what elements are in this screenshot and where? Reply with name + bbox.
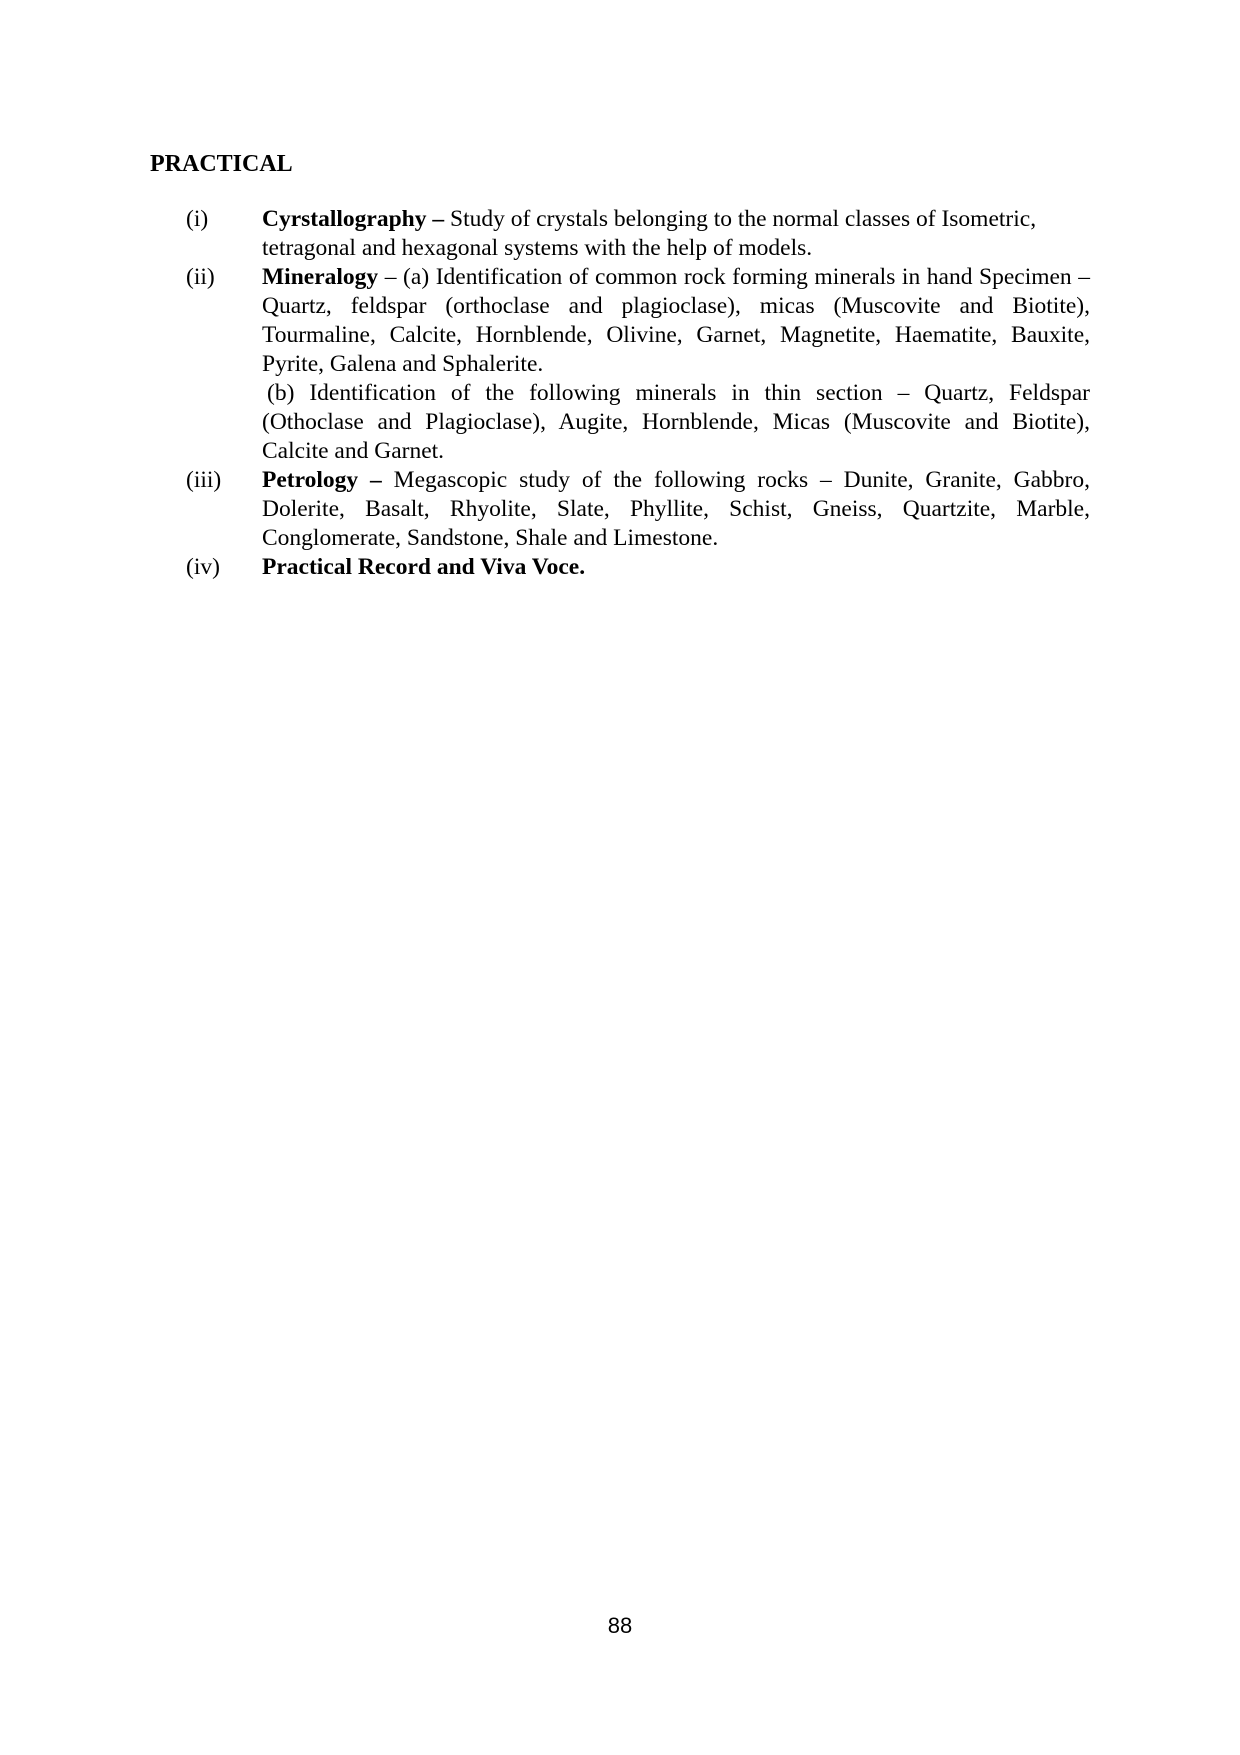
item-body (262, 466, 1090, 553)
list-item-mineralogy (186, 263, 1090, 466)
section-heading: PRACTICAL (150, 151, 293, 177)
item-number: (iv) (186, 554, 220, 580)
item-body (262, 553, 1090, 582)
practical-list (186, 205, 1090, 582)
list-item-crystallography (186, 205, 1090, 263)
item-body (262, 205, 1090, 263)
item-body (262, 263, 1090, 466)
item-number: (i) (186, 206, 209, 232)
page-number: 88 (607, 1613, 633, 1638)
item-term: Petrology – (262, 467, 382, 493)
item-number: (ii) (186, 264, 215, 290)
item-term: Practical Record and Viva Voce. (262, 554, 586, 580)
list-item-practical-record (186, 553, 1090, 582)
item-subtext: (b) Identification of the following minerals in thin section – Quartz, Feldspar (Othoclase and Plagioclase), Augite, Hornblende, Micas (Muscovite and Biotite), Calcite and Garnet. (262, 380, 1090, 464)
item-term: Mineralogy (262, 264, 379, 290)
item-text: Megascopic study of the following rocks – Dunite, Granite, Gabbro, Dolerite, Basalt, Rhyolite, Slate, Phyllite, Schist, Gneiss, Quartzite, Marble, Conglomerate, Sandstone, Shale and Limestone. (262, 467, 1090, 551)
item-term: Cyrstallography – (262, 206, 445, 232)
list-item-petrology (186, 466, 1090, 553)
item-number: (iii) (186, 467, 222, 493)
item-text: Study of crystals belonging to the normal classes of Isometric, tetragonal and hexagonal systems with the help of models. (262, 206, 1037, 261)
item-text: – (a) Identification of common rock forming minerals in hand Specimen – Quartz, feldspar (orthoclase and plagioclase), micas (Muscovite and Biotite), Tourmaline, Calcite, Hornblende, Olivine, Garnet, Magnetite, Haematite, Bauxite, Pyrite, Galena and Sphalerite. (262, 264, 1090, 377)
